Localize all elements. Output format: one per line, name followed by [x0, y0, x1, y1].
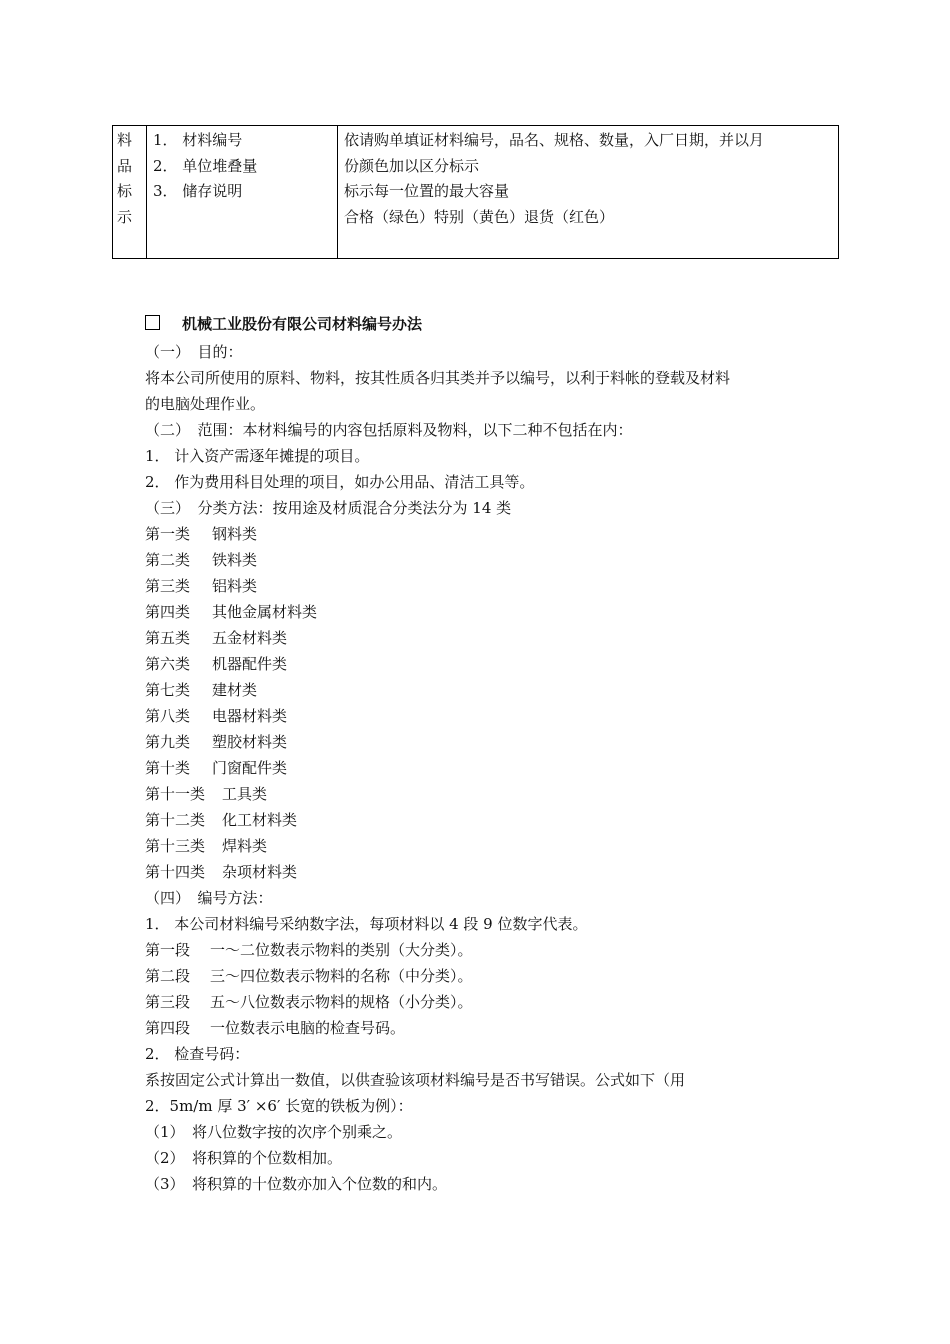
class-name: 焊料类 [222, 837, 268, 855]
class-label: 第八类 [145, 707, 191, 725]
class-name: 杂项材料类 [222, 863, 298, 881]
segment-text: 一位数表示电脑的检查号码。 [210, 1019, 406, 1037]
class-name: 门窗配件类 [212, 759, 288, 777]
class-label: 第十四类 [145, 863, 206, 881]
segment-text: 五～八位数表示物料的规格（小分类）。 [210, 993, 473, 1011]
class-item [145, 729, 825, 755]
category-char: 标 [117, 182, 133, 200]
category-cell [113, 126, 147, 259]
segment-text: 三～四位数表示物料的名称（中分类）。 [210, 967, 473, 985]
check-text-line: 2．5m/m 厚 3′ ×6′ 长宽的铁板为例）： [145, 1097, 413, 1115]
class-label: 第四类 [145, 603, 191, 621]
purpose-text-line: 的电脑处理作业。 [145, 395, 266, 413]
class-item [145, 755, 825, 781]
step-item: （2） 将积算的个位数相加。 [145, 1149, 343, 1167]
description-line: 份颜色加以区分标示 [344, 156, 480, 175]
segment-label: 第一段 [145, 941, 191, 959]
class-label: 第六类 [145, 655, 191, 673]
checkbox-square-icon [145, 315, 160, 330]
class-label: 第十一类 [145, 785, 206, 803]
class-name: 化工材料类 [222, 811, 298, 829]
class-label: 第十三类 [145, 837, 206, 855]
scope-item: 2． 作为费用科目处理的项目，如办公用品、清洁工具等。 [145, 473, 535, 491]
document-body [145, 339, 825, 1197]
step-item: （3） 将积算的十位数亦加入个位数的和内。 [145, 1175, 448, 1193]
class-name: 五金材料类 [212, 629, 288, 647]
check-heading: 2． 检查号码： [145, 1045, 250, 1063]
description-line: 依请购单填证材料编号，品名、规格、数量，入厂日期，并以月 [344, 131, 765, 149]
category-char: 品 [117, 156, 133, 175]
segment-text: 一～二位数表示物料的类别（大分类）。 [210, 941, 473, 959]
class-label: 第七类 [145, 681, 191, 699]
class-item [145, 833, 825, 859]
class-item [145, 781, 825, 807]
section-title-text: 机械工业股份有限公司材料编号办法 [182, 315, 423, 333]
class-name: 工具类 [222, 785, 268, 803]
class-label: 第二类 [145, 551, 191, 569]
class-item [145, 677, 825, 703]
class-item [145, 625, 825, 651]
description-line: 合格（绿色）特别（黄色）退货（红色） [344, 207, 615, 226]
class-item [145, 573, 825, 599]
item-material-number: 1． 材料编号 [153, 131, 243, 149]
purpose-text-line: 将本公司所使用的原料、物料，按其性质各归其类并予以编号，以利于料帐的登载及材料 [145, 369, 731, 387]
segment-item [145, 963, 825, 989]
item-storage-note: 3． 储存说明 [153, 182, 243, 200]
scope-heading: （二） 范围：本材料编号的内容包括原料及物料，以下二种不包括在内： [145, 421, 633, 439]
numbering-heading: （四） 编号方法： [145, 889, 273, 907]
class-item [145, 547, 825, 573]
segment-item [145, 1015, 825, 1041]
class-item [145, 521, 825, 547]
category-char: 示 [117, 207, 133, 226]
segment-label: 第二段 [145, 967, 191, 985]
material-label-table [112, 125, 839, 259]
segment-item [145, 989, 825, 1015]
class-name: 建材类 [212, 681, 258, 699]
class-label: 第九类 [145, 733, 191, 751]
segment-label: 第三段 [145, 993, 191, 1011]
class-item [145, 703, 825, 729]
items-cell [147, 126, 338, 259]
purpose-heading: （一） 目的： [145, 343, 243, 361]
class-label: 第一类 [145, 525, 191, 543]
class-item [145, 859, 825, 885]
segment-item [145, 937, 825, 963]
class-name: 机器配件类 [212, 655, 288, 673]
section-title [145, 312, 422, 336]
step-item: （1） 将八位数字按的次序个别乘之。 [145, 1123, 403, 1141]
class-item [145, 807, 825, 833]
category-char: 料 [117, 131, 133, 149]
class-label: 第五类 [145, 629, 191, 647]
class-heading: （三） 分类方法：按用途及材质混合分类法分为 14 类 [145, 499, 512, 517]
class-label: 第三类 [145, 577, 191, 595]
scope-item: 1． 计入资产需逐年摊提的项目。 [145, 447, 370, 465]
class-name: 其他金属材料类 [212, 603, 318, 621]
class-item [145, 599, 825, 625]
segment-label: 第四段 [145, 1019, 191, 1037]
numbering-intro: 1． 本公司材料编号采纳数字法，每项材料以 4 段 9 位数字代表。 [145, 915, 588, 933]
check-text-line: 系按固定公式计算出一数值，以供查验该项材料编号是否书写错误。公式如下（用 [145, 1071, 686, 1089]
descriptions-cell [338, 126, 839, 259]
class-name: 铁料类 [212, 551, 258, 569]
item-unit-stack: 2． 单位堆叠量 [153, 156, 258, 175]
class-name: 钢料类 [212, 525, 258, 543]
description-line: 标示每一位置的最大容量 [344, 182, 510, 200]
class-name: 塑胶材料类 [212, 733, 288, 751]
class-name: 铝料类 [212, 577, 258, 595]
class-item [145, 651, 825, 677]
class-name: 电器材料类 [212, 707, 288, 725]
class-label: 第十二类 [145, 811, 206, 829]
class-label: 第十类 [145, 759, 191, 777]
